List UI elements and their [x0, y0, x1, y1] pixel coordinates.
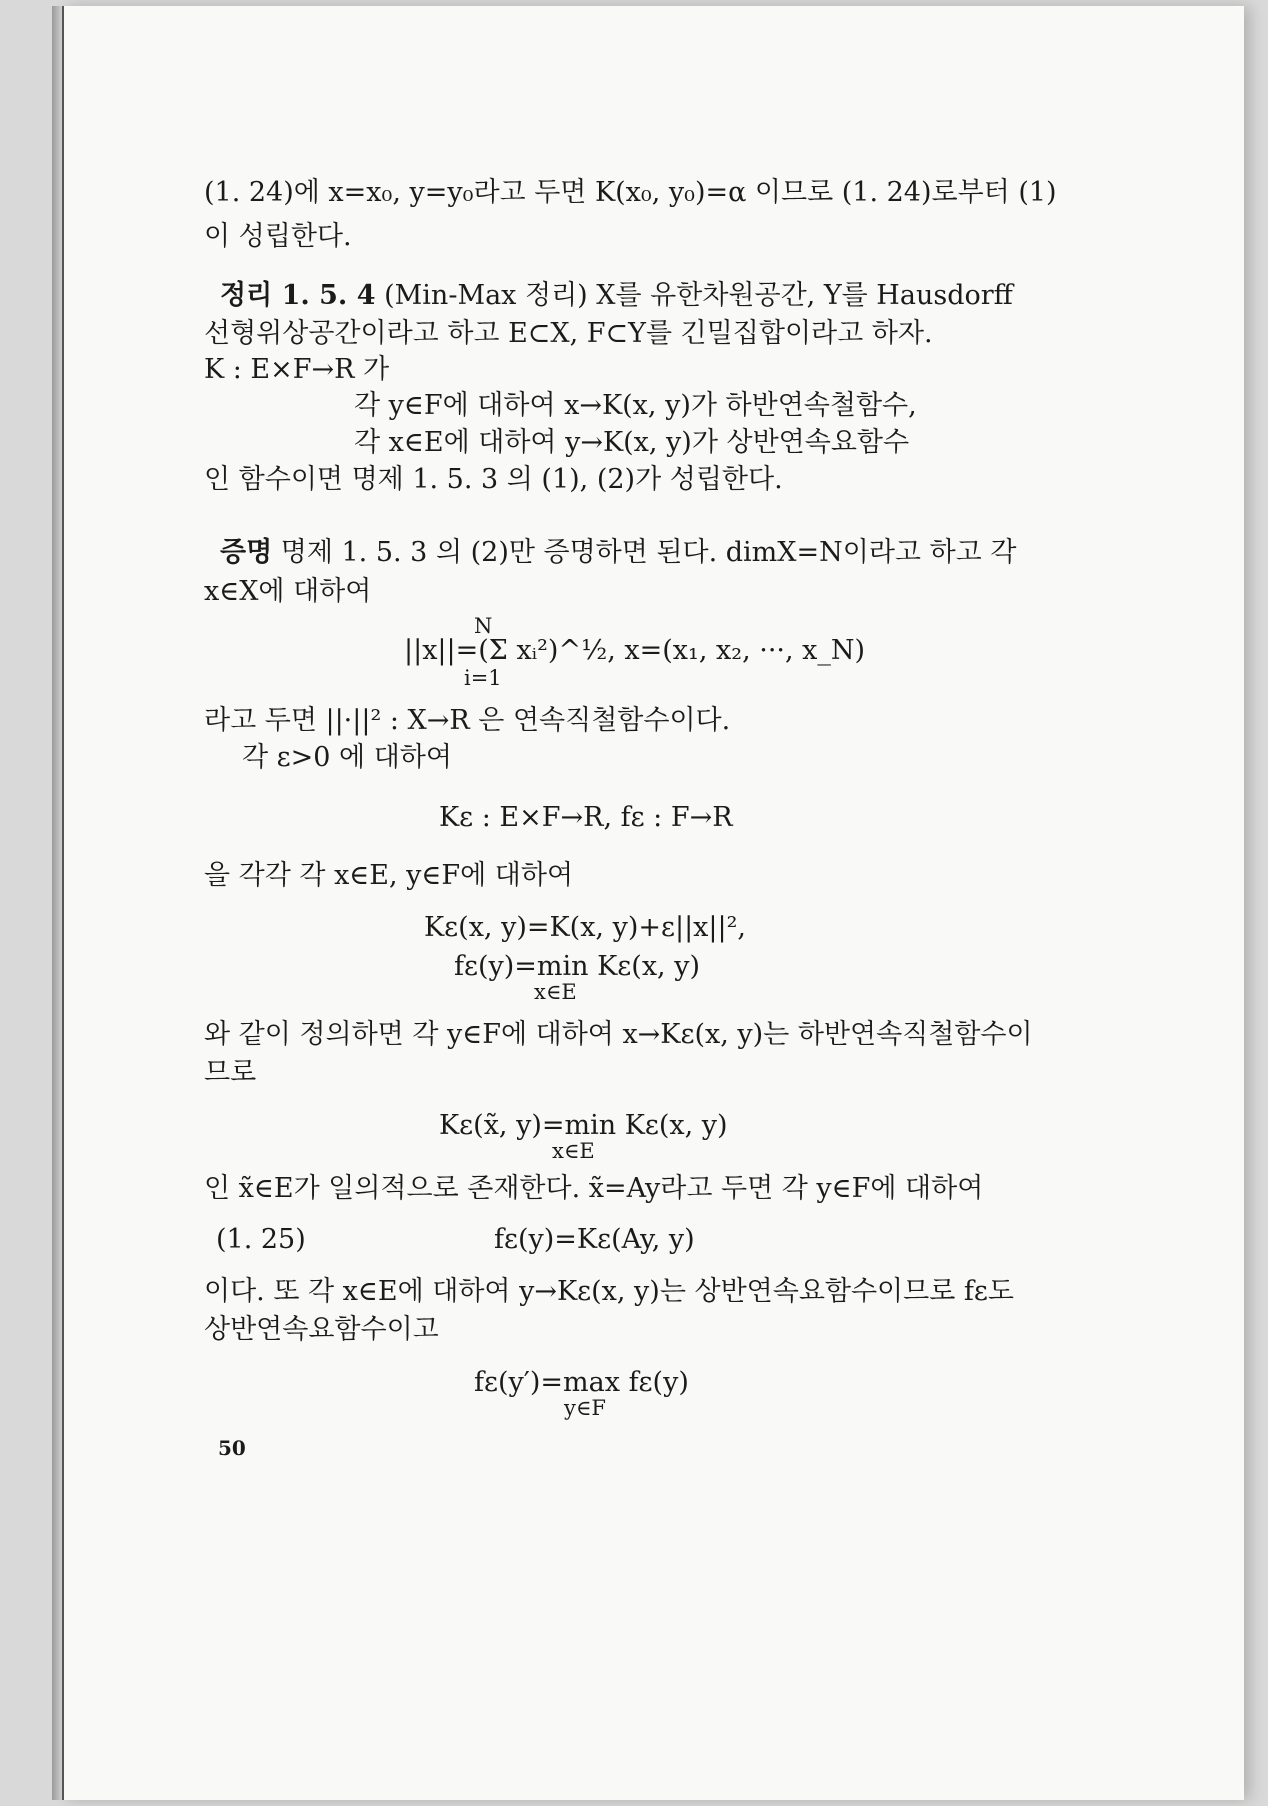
min-subscript-2: x∈E [552, 1139, 595, 1163]
text-line-10: x∈X에 대하여 [204, 576, 372, 607]
min-subscript-1: x∈E [534, 980, 577, 1004]
book-page [62, 6, 1244, 1800]
equation-1-25: fε(y)=Kε(Ay, y) [494, 1224, 695, 1255]
text-line-5: K : E×F→R 가 [204, 354, 390, 385]
text-line-15: 므로 [204, 1057, 257, 1088]
sum-lower-limit: i=1 [464, 666, 502, 690]
text-line-13: 을 각각 각 x∈E, y∈F에 대하여 [204, 860, 574, 891]
equation-k-epsilon: Kε(x, y)=K(x, y)+ε||x||², [424, 912, 747, 943]
proof-line [220, 536, 1016, 570]
text-line-14: 와 같이 정의하면 각 y∈F에 대하여 x→Kε(x, y)는 하반연속직철함수이 [204, 1019, 1033, 1050]
equation-max: fε(y′)=max fε(y) [474, 1367, 689, 1398]
text-line-7: 각 x∈E에 대하여 y→K(x, y)가 상반연속요함수 [354, 427, 910, 458]
text-line-8: 인 함수이면 명제 1. 5. 3 의 (1), (2)가 성립한다. [204, 464, 783, 495]
equation-maps: Kε : E×F→R, fε : F→R [439, 802, 733, 833]
text-line-6: 각 y∈F에 대하여 x→K(x, y)가 하반연속철함수, [354, 390, 917, 421]
theorem-label: 정리 1. 5. 4 [220, 280, 376, 311]
text-line-18: 상반연속요함수이고 [204, 1314, 439, 1345]
text-line-17: 이다. 또 각 x∈E에 대하여 y→Kε(x, y)는 상반연속요함수이므로 fε도 [204, 1276, 1014, 1307]
equation-argmin: Kε(x̃, y)=min Kε(x, y) [439, 1110, 728, 1141]
equation-norm [404, 634, 865, 668]
equation-norm-text: ||x||=(Σ xᵢ²)^½, x=(x₁, x₂, ···, x_N) [404, 635, 866, 666]
text-line-4: 선형위상공간이라고 하고 E⊂X, F⊂Y를 긴밀집합이라고 하자. [204, 318, 933, 349]
proof-label: 증명 [220, 537, 273, 568]
sum-upper-limit: N [474, 614, 493, 638]
text-line-12: 각 ε>0 에 대하여 [242, 742, 452, 773]
max-subscript: y∈F [564, 1396, 606, 1420]
proof-text: 명제 1. 5. 3 의 (2)만 증명하면 된다. dimX=N이라고 하고 각 [272, 537, 1017, 568]
text-line-1: (1. 24)에 x=x₀, y=y₀라고 두면 K(x₀, y₀)=α 이므로 (1. 24)로부터 (1) [204, 177, 1057, 208]
text-line-11: 라고 두면 ||·||² : X→R 은 연속직철함수이다. [204, 705, 731, 736]
equation-label-1-25: (1. 25) [216, 1224, 306, 1255]
theorem-line [220, 279, 1013, 313]
theorem-text: (Min-Max 정리) X를 유한차원공간, Y를 Hausdorff [375, 280, 1013, 311]
text-line-16: 인 x̃∈E가 일의적으로 존재한다. x̃=Ay라고 두면 각 y∈F에 대하여 [204, 1173, 984, 1204]
text-line-2: 이 성립한다. [204, 221, 352, 252]
equation-f-epsilon: fε(y)=min Kε(x, y) [454, 951, 701, 982]
page-number: 50 [218, 1436, 246, 1460]
